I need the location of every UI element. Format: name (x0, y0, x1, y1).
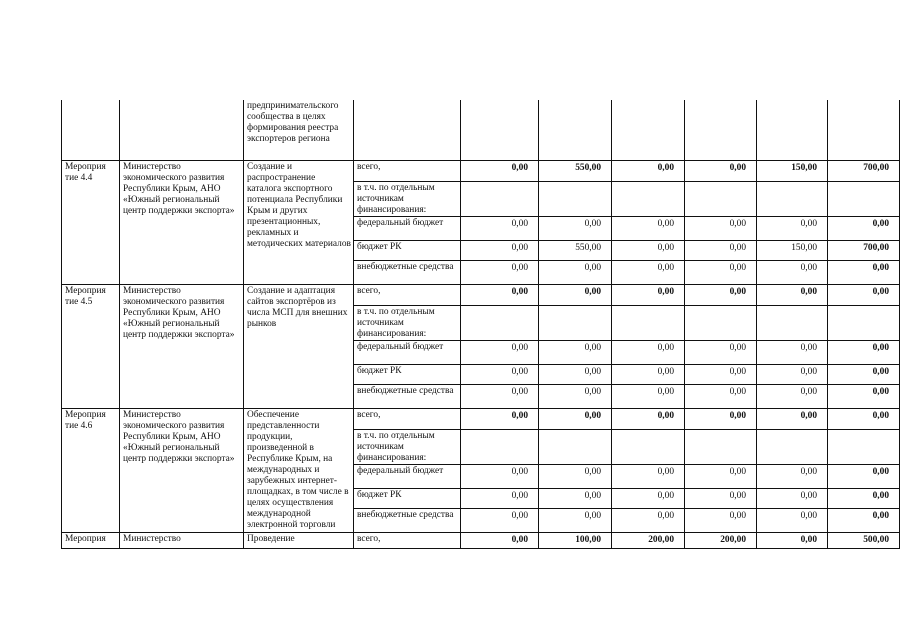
funding-label: внебюджетные средства (354, 260, 461, 284)
value-cell: 0,00 (461, 508, 539, 532)
value-cell: 0,00 (828, 408, 900, 429)
value-cell: 0,00 (757, 508, 828, 532)
value-cell: 0,00 (539, 340, 612, 364)
activity-description: Создание и адаптация сайтов экспортёров из числа МСП для внешних рынков (244, 284, 354, 408)
continuation-row (62, 100, 900, 160)
value-cell: 0,00 (757, 532, 828, 548)
value-cell: 0,00 (757, 260, 828, 284)
value-cell: 0,00 (757, 364, 828, 384)
value-cell: 0,00 (828, 488, 900, 508)
value-cell: 0,00 (685, 508, 757, 532)
value-cell: 0,00 (757, 408, 828, 429)
value-cell: 0,00 (461, 160, 539, 181)
value-cell: 0,00 (685, 160, 757, 181)
activity-id: Мероприя тие 4.6 (62, 408, 120, 532)
value-cell: 0,00 (612, 260, 685, 284)
cell-empty (62, 100, 120, 160)
value-cell: 0,00 (828, 284, 900, 305)
value-cell: 0,00 (539, 364, 612, 384)
value-cell: 0,00 (539, 216, 612, 240)
activity-id: Мероприя тие 4.4 (62, 160, 120, 284)
cell-empty (828, 181, 900, 216)
value-cell: 0,00 (685, 464, 757, 488)
value-cell: 700,00 (828, 240, 900, 260)
funding-label: всего, (354, 408, 461, 429)
cell-empty (757, 181, 828, 216)
value-cell: 0,00 (539, 408, 612, 429)
cell-empty (461, 429, 539, 464)
cell-empty (828, 305, 900, 340)
activity-executor: Министерство экономического развития Республики Крым, АНО «Южный региональный центр поддержки экспорта» (120, 160, 244, 284)
activity-executor: Министерство экономического развития Республики Крым, АНО «Южный региональный центр поддержки экспорта» (120, 408, 244, 532)
cell-empty (120, 100, 244, 160)
value-cell: 0,00 (685, 260, 757, 284)
cell-empty (461, 100, 539, 160)
value-cell: 0,00 (685, 340, 757, 364)
value-cell: 0,00 (612, 364, 685, 384)
value-cell: 0,00 (461, 488, 539, 508)
value-cell: 0,00 (685, 384, 757, 408)
value-cell: 0,00 (828, 508, 900, 532)
value-cell: 0,00 (539, 384, 612, 408)
value-cell: 0,00 (757, 284, 828, 305)
cell-empty (539, 305, 612, 340)
value-cell: 0,00 (685, 216, 757, 240)
funding-label: бюджет РК (354, 240, 461, 260)
value-cell: 0,00 (685, 240, 757, 260)
value-cell: 0,00 (685, 284, 757, 305)
continuation-description: предпринимательского сообщества в целях формирования реестра экспортеров региона (244, 100, 354, 160)
cell-empty (685, 100, 757, 160)
value-cell: 700,00 (828, 160, 900, 181)
value-cell: 0,00 (685, 488, 757, 508)
cell-empty (612, 429, 685, 464)
value-cell: 200,00 (685, 532, 757, 548)
value-cell: 0,00 (461, 464, 539, 488)
value-cell: 0,00 (612, 464, 685, 488)
value-cell: 0,00 (612, 488, 685, 508)
value-cell: 500,00 (828, 532, 900, 548)
funding-label: в т.ч. по отдельным источникам финансирования: (354, 181, 461, 216)
cell-empty (685, 429, 757, 464)
funding-label: бюджет РК (354, 488, 461, 508)
funding-label: всего, (354, 284, 461, 305)
value-cell: 0,00 (461, 240, 539, 260)
value-cell: 0,00 (757, 216, 828, 240)
value-cell: 0,00 (461, 364, 539, 384)
value-cell: 100,00 (539, 532, 612, 548)
value-cell: 0,00 (539, 488, 612, 508)
value-cell: 0,00 (539, 260, 612, 284)
value-cell: 0,00 (539, 464, 612, 488)
table-row (62, 284, 900, 305)
funding-label: в т.ч. по отдельным источникам финансирования: (354, 305, 461, 340)
value-cell: 550,00 (539, 160, 612, 181)
activity-description: Проведение (244, 532, 354, 548)
cell-empty (828, 429, 900, 464)
value-cell: 0,00 (612, 216, 685, 240)
value-cell: 0,00 (685, 364, 757, 384)
cell-empty (354, 100, 461, 160)
cell-empty (539, 181, 612, 216)
value-cell: 0,00 (828, 364, 900, 384)
value-cell: 0,00 (612, 508, 685, 532)
value-cell: 0,00 (461, 384, 539, 408)
value-cell: 0,00 (612, 408, 685, 429)
value-cell: 0,00 (612, 284, 685, 305)
funding-label: всего, (354, 532, 461, 548)
cell-empty (685, 305, 757, 340)
value-cell: 0,00 (828, 340, 900, 364)
value-cell: 0,00 (685, 408, 757, 429)
cell-empty (539, 100, 612, 160)
funding-label: всего, (354, 160, 461, 181)
funding-label: внебюджетные средства (354, 508, 461, 532)
value-cell: 0,00 (828, 216, 900, 240)
value-cell: 0,00 (757, 488, 828, 508)
activity-executor: Министерство (120, 532, 244, 548)
value-cell: 0,00 (461, 340, 539, 364)
value-cell: 0,00 (612, 240, 685, 260)
activity-id: Мероприя тие 4.5 (62, 284, 120, 408)
value-cell: 0,00 (539, 284, 612, 305)
cell-empty (757, 429, 828, 464)
funding-label: федеральный бюджет (354, 216, 461, 240)
cell-empty (757, 305, 828, 340)
value-cell: 0,00 (461, 284, 539, 305)
value-cell: 0,00 (828, 384, 900, 408)
cell-empty (828, 100, 900, 160)
value-cell: 0,00 (828, 464, 900, 488)
activity-executor: Министерство экономического развития Республики Крым, АНО «Южный региональный центр поддержки экспорта» (120, 284, 244, 408)
activity-description: Создание и распространение каталога экспортного потенциала Республики Крым и других презентационных, рекламных и методических материалов (244, 160, 354, 284)
funding-label: федеральный бюджет (354, 464, 461, 488)
value-cell: 0,00 (539, 508, 612, 532)
activity-description: Обеспечение представленности продукции, произведенной в Республике Крым, на международных и зарубежных интернет-площадках, в том числе в целях осуществления международной электронной торговли (244, 408, 354, 532)
value-cell: 0,00 (612, 160, 685, 181)
cell-empty (612, 181, 685, 216)
value-cell: 0,00 (757, 464, 828, 488)
funding-label: внебюджетные средства (354, 384, 461, 408)
value-cell: 0,00 (612, 340, 685, 364)
funding-label: федеральный бюджет (354, 340, 461, 364)
value-cell: 0,00 (757, 340, 828, 364)
value-cell: 0,00 (461, 532, 539, 548)
cell-empty (757, 100, 828, 160)
budget-table (61, 100, 900, 549)
cell-empty (539, 429, 612, 464)
value-cell: 150,00 (757, 240, 828, 260)
cell-empty (612, 305, 685, 340)
table-row (62, 160, 900, 181)
funding-label: бюджет РК (354, 364, 461, 384)
value-cell: 150,00 (757, 160, 828, 181)
value-cell: 0,00 (757, 384, 828, 408)
cell-empty (685, 181, 757, 216)
table-row (62, 408, 900, 429)
cell-empty (461, 181, 539, 216)
cell-empty (461, 305, 539, 340)
value-cell: 0,00 (461, 408, 539, 429)
value-cell: 550,00 (539, 240, 612, 260)
cell-empty (612, 100, 685, 160)
value-cell: 0,00 (461, 260, 539, 284)
funding-label: в т.ч. по отдельным источникам финансирования: (354, 429, 461, 464)
value-cell: 0,00 (461, 216, 539, 240)
table-row (62, 532, 900, 548)
value-cell: 0,00 (828, 260, 900, 284)
value-cell: 0,00 (612, 384, 685, 408)
value-cell: 200,00 (612, 532, 685, 548)
activity-id: Мероприя (62, 532, 120, 548)
